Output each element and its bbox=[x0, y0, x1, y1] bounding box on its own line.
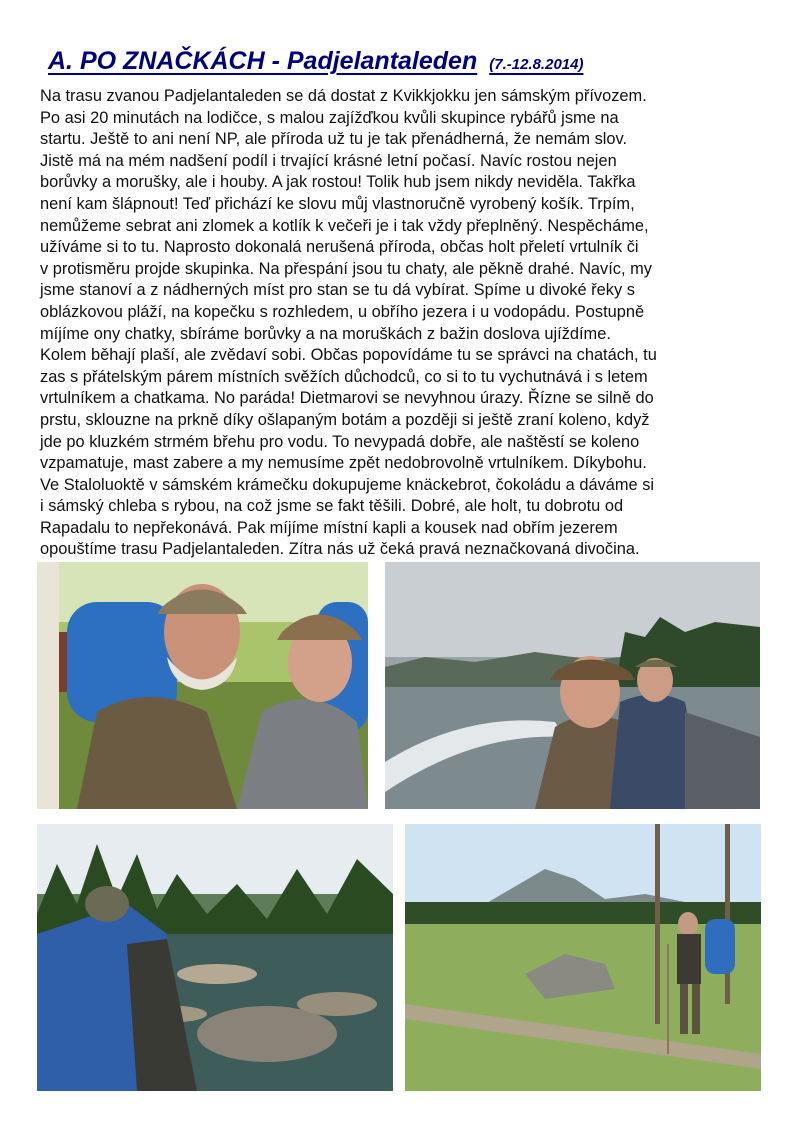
text-line: užíváme si to tu. Naprosto dokonalá nerušená příroda, občas holt přeletí vrtulník či bbox=[40, 238, 639, 257]
text-line: i sámský chleba s rybou, na což jsme se fakt těšili. Dobré, ale holt, tu dobrotu od bbox=[40, 497, 624, 516]
text-line: Kolem běhají plaší, ale zvědaví sobi. Občas popovídáme tu se správci na chatách, tu bbox=[40, 346, 657, 365]
text-line: Po asi 20 minutách na lodičce, s malou zajížďkou kvůli skupince rybářů jsme na bbox=[40, 108, 619, 127]
text-line: v protisměru projde skupinka. Na přespání jsou tu chaty, ale pěkně drahé. Navíc, my bbox=[40, 259, 652, 278]
text-line: opouštíme trasu Padjelantaleden. Zítra nás už čeká pravá neznačkovaná divočina. bbox=[40, 540, 640, 559]
page-title bbox=[48, 43, 583, 80]
text-line: Jistě má na mém nadšení podíl i trvající krásné letní počasí. Navíc rostou nejen bbox=[40, 151, 617, 170]
photo-boat-on-lake bbox=[385, 562, 760, 809]
text-line: oblázkovou pláží, na kopečku s rozhledem, u obřího jezera i u vodopádu. Postupně bbox=[40, 302, 645, 321]
text-line: nemůžeme sebrat ani zlomek a kotlík k večeři je i tak vždy přeplněný. Nespěcháme, bbox=[40, 216, 649, 235]
photo-river-photographer bbox=[37, 824, 393, 1091]
text-line: není kam šlápnout! Teď přichází ke slovu můj vlastnoručně vyrobený košík. Trpím, bbox=[40, 194, 635, 213]
article-body bbox=[40, 86, 762, 561]
photo-selfie-hikers bbox=[37, 562, 368, 809]
text-line: prstu, sklouzne na prkně díky ošlapaným botám a později si ještě zraní koleno, když bbox=[40, 410, 650, 429]
text-line: míjíme ony chatky, sbíráme borůvky a na moruškách z bažin doslova ujíždíme. bbox=[40, 324, 611, 343]
text-line: zas s přátelským párem místních svěžích důchodců, co si to tu vychutnává i s letem bbox=[40, 367, 648, 386]
text-line: Ve Staloluoktě v sámském krámečku dokupujeme knäckebrot, čokoládu a dáváme si bbox=[40, 475, 655, 494]
title-text: A. PO ZNAČKÁCH - Padjelantaleden bbox=[48, 47, 478, 75]
text-line: startu. Ještě to ani není NP, ale příroda už tu je tak přenádherná, že nemám slov. bbox=[40, 130, 628, 149]
photo-marsh-hiker bbox=[405, 824, 761, 1091]
trip-dates: (7.-12.8.2014) bbox=[489, 56, 584, 73]
text-line: jsme stanoví a z nádherných míst pro stan se tu dá vybírat. Spíme u divoké řeky s bbox=[40, 281, 635, 300]
text-line: Rapadalu to nepřekonává. Pak míjíme místní kapli a kousek nad obřím jezerem bbox=[40, 518, 618, 537]
text-line: borůvky a morušky, ale i houby. A jak rostou! Tolik hub jsem nikdy neviděla. Takřka bbox=[40, 173, 636, 192]
text-line: vrtulníkem a chatkama. No paráda! Dietmarovi se nevyhnou úrazy. Řízne se silně do bbox=[40, 389, 654, 408]
text-line: vzpamatuje, mast zabere a my nemusíme zpět nedobrovolně vrtulníkem. Díkybohu. bbox=[40, 454, 647, 473]
text-line: jde po kluzkém strmém břehu pro vodu. To nevypadá dobře, ale naštěstí se koleno bbox=[40, 432, 640, 451]
text-line: Na trasu zvanou Padjelantaleden se dá dostat z Kvikkjokku jen sámským přívozem. bbox=[40, 87, 647, 105]
